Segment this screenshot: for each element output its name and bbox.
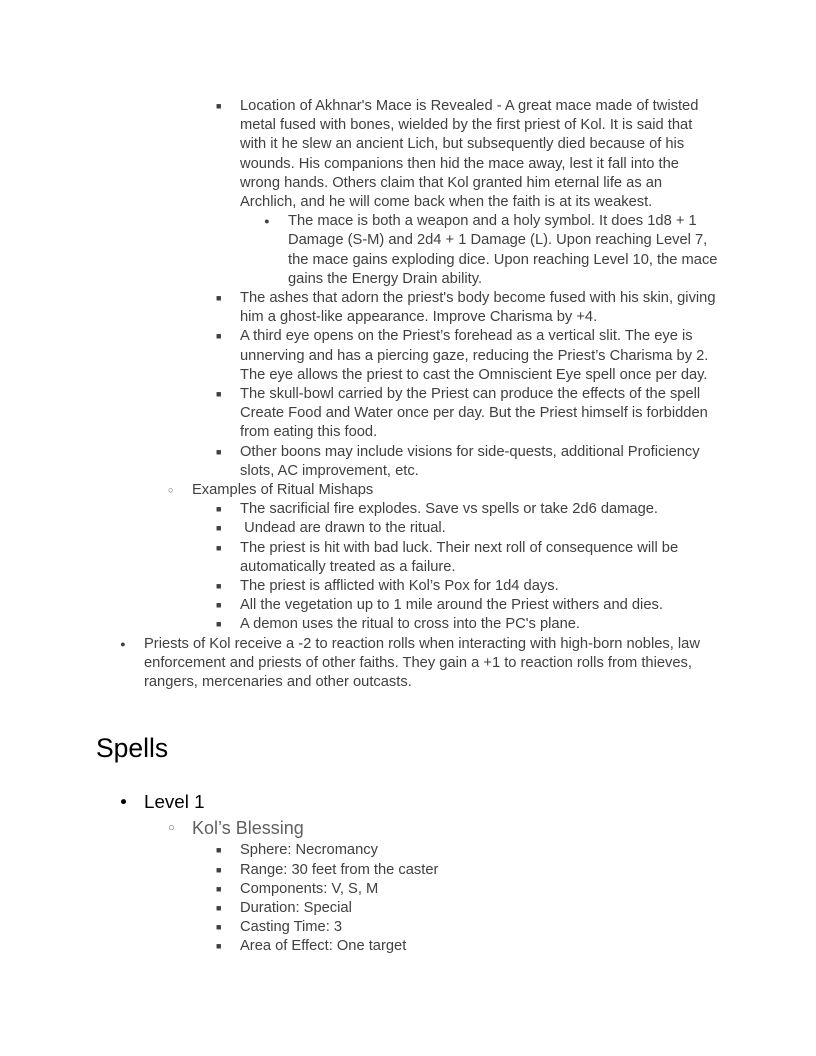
section-heading-spells: Spells <box>96 733 169 764</box>
list-item <box>0 615 816 634</box>
list-item-text: The priest is hit with bad luck. Their next roll of consequence will be automatically treated as a failure. <box>240 539 679 575</box>
list-item-text: Level 1 <box>144 791 205 813</box>
list-item-text: Undead are drawn to the ritual. <box>240 520 446 537</box>
list-item <box>0 635 816 693</box>
list-item-text: Location of Akhnar's Mace is Revealed - A great mace made of twisted metal fused with bones, wielded by the first priest of Kol. It is said that with it he slew an ancient Lich, but subsequently died because of his wounds. His companions then hid the mace away, lest it fall into the wrong hands. Others claim that Kol granted him eternal life as an Archlich, and he will come back when the faith is at its weakest. <box>240 98 699 211</box>
bullet-square-icon: ■ <box>216 293 222 304</box>
list-item-text: Components: V, S, M <box>240 880 379 897</box>
list-item <box>0 443 816 481</box>
list-item-text: A demon uses the ritual to cross into the PC's plane. <box>240 616 580 633</box>
bullet-circle-icon: ○ <box>168 822 175 835</box>
list-item <box>0 289 816 327</box>
list-item-text: Examples of Ritual Mishaps <box>192 482 374 499</box>
bullet-square-icon: ■ <box>216 941 222 952</box>
bullet-square-icon: ■ <box>216 922 222 933</box>
list-item <box>0 385 816 443</box>
list-item-text: The skull-bowl carried by the Priest can produce the effects of the spell Create Food and Water once per day. But the Priest himself is forbidden from eating this food. <box>240 386 708 441</box>
list-item-text: Range: 30 feet from the caster <box>240 861 439 878</box>
list-item-text: Kol’s Blessing <box>192 818 304 839</box>
list-item-text: All the vegetation up to 1 mile around the Priest withers and dies. <box>240 597 663 614</box>
list-item-text: The ashes that adorn the priest's body become fused with his skin, giving him a ghost-like appearance. Improve Charisma by +4. <box>240 290 716 326</box>
bullet-square-icon: ■ <box>216 446 222 457</box>
list-item <box>0 899 816 918</box>
list-item-level-1 <box>0 789 816 815</box>
bullet-square-icon: ■ <box>216 581 222 592</box>
bullet-disc-icon: ● <box>264 216 270 227</box>
bullet-square-icon: ■ <box>216 600 222 611</box>
list-item <box>0 918 816 937</box>
list-item <box>0 596 816 615</box>
bullet-square-icon: ■ <box>216 864 222 875</box>
list-item <box>0 212 816 289</box>
list-item <box>0 937 816 956</box>
bullet-square-icon: ■ <box>216 504 222 515</box>
list-item-text: The mace is both a weapon and a holy symbol. It does 1d8 + 1 Damage (S-M) and 2d4 + 1 Damage (L). Upon reaching Level 7, the mace gains exploding dice. Upon reaching Level 10, the mace gains the Energy Drain ability. <box>288 213 718 287</box>
list-item <box>0 327 816 385</box>
list-item <box>0 861 816 880</box>
bullet-square-icon: ■ <box>216 845 222 856</box>
bullet-square-icon: ■ <box>216 619 222 630</box>
bullet-square-icon: ■ <box>216 389 222 400</box>
list-item <box>0 841 816 860</box>
bullet-square-icon: ■ <box>216 883 222 894</box>
list-item-text: Other boons may include visions for side-quests, additional Proficiency slots, AC improvement, etc. <box>240 443 700 479</box>
list-item-text: The priest is afflicted with Kol’s Pox for 1d4 days. <box>240 578 559 595</box>
document-body <box>0 97 816 957</box>
list-item <box>0 880 816 899</box>
list-item <box>0 481 816 500</box>
bullet-square-icon: ■ <box>216 331 222 342</box>
bullet-disc-icon: ● <box>120 795 128 809</box>
list-item-spell-name <box>0 815 816 841</box>
list-item <box>0 97 816 212</box>
list-item <box>0 539 816 577</box>
bullet-square-icon: ■ <box>216 101 222 111</box>
list-item-text: Area of Effect: One target <box>240 938 407 955</box>
list-item-text: Duration: Special <box>240 899 352 916</box>
bullet-circle-icon: ○ <box>168 485 174 496</box>
list-item <box>0 519 816 538</box>
bullet-square-icon: ■ <box>216 542 222 553</box>
list-item-text: A third eye opens on the Priest’s forehead as a vertical slit. The eye is unnerving and has a piercing gaze, reducing the Priest’s Charisma by 2. The eye allows the priest to cast the Omniscient Eye spell once per day. <box>240 328 709 383</box>
list-item-text: Sphere: Necromancy <box>240 842 378 859</box>
bullet-disc-icon: ● <box>120 638 126 649</box>
list-item-text: Casting Time: 3 <box>240 919 343 936</box>
list-item-text: Priests of Kol receive a -2 to reaction rolls when interacting with high-born nobles, law enforcement and priests of other faiths. They gain a +1 to reaction rolls from thieves, rangers, mercenaries and other outcasts. <box>144 635 700 691</box>
bullet-square-icon: ■ <box>216 902 222 913</box>
list-item <box>0 577 816 596</box>
list-item-text: The sacrificial fire explodes. Save vs spells or take 2d6 damage. <box>240 501 658 518</box>
list-item <box>0 500 816 519</box>
bullet-square-icon: ■ <box>216 523 222 534</box>
